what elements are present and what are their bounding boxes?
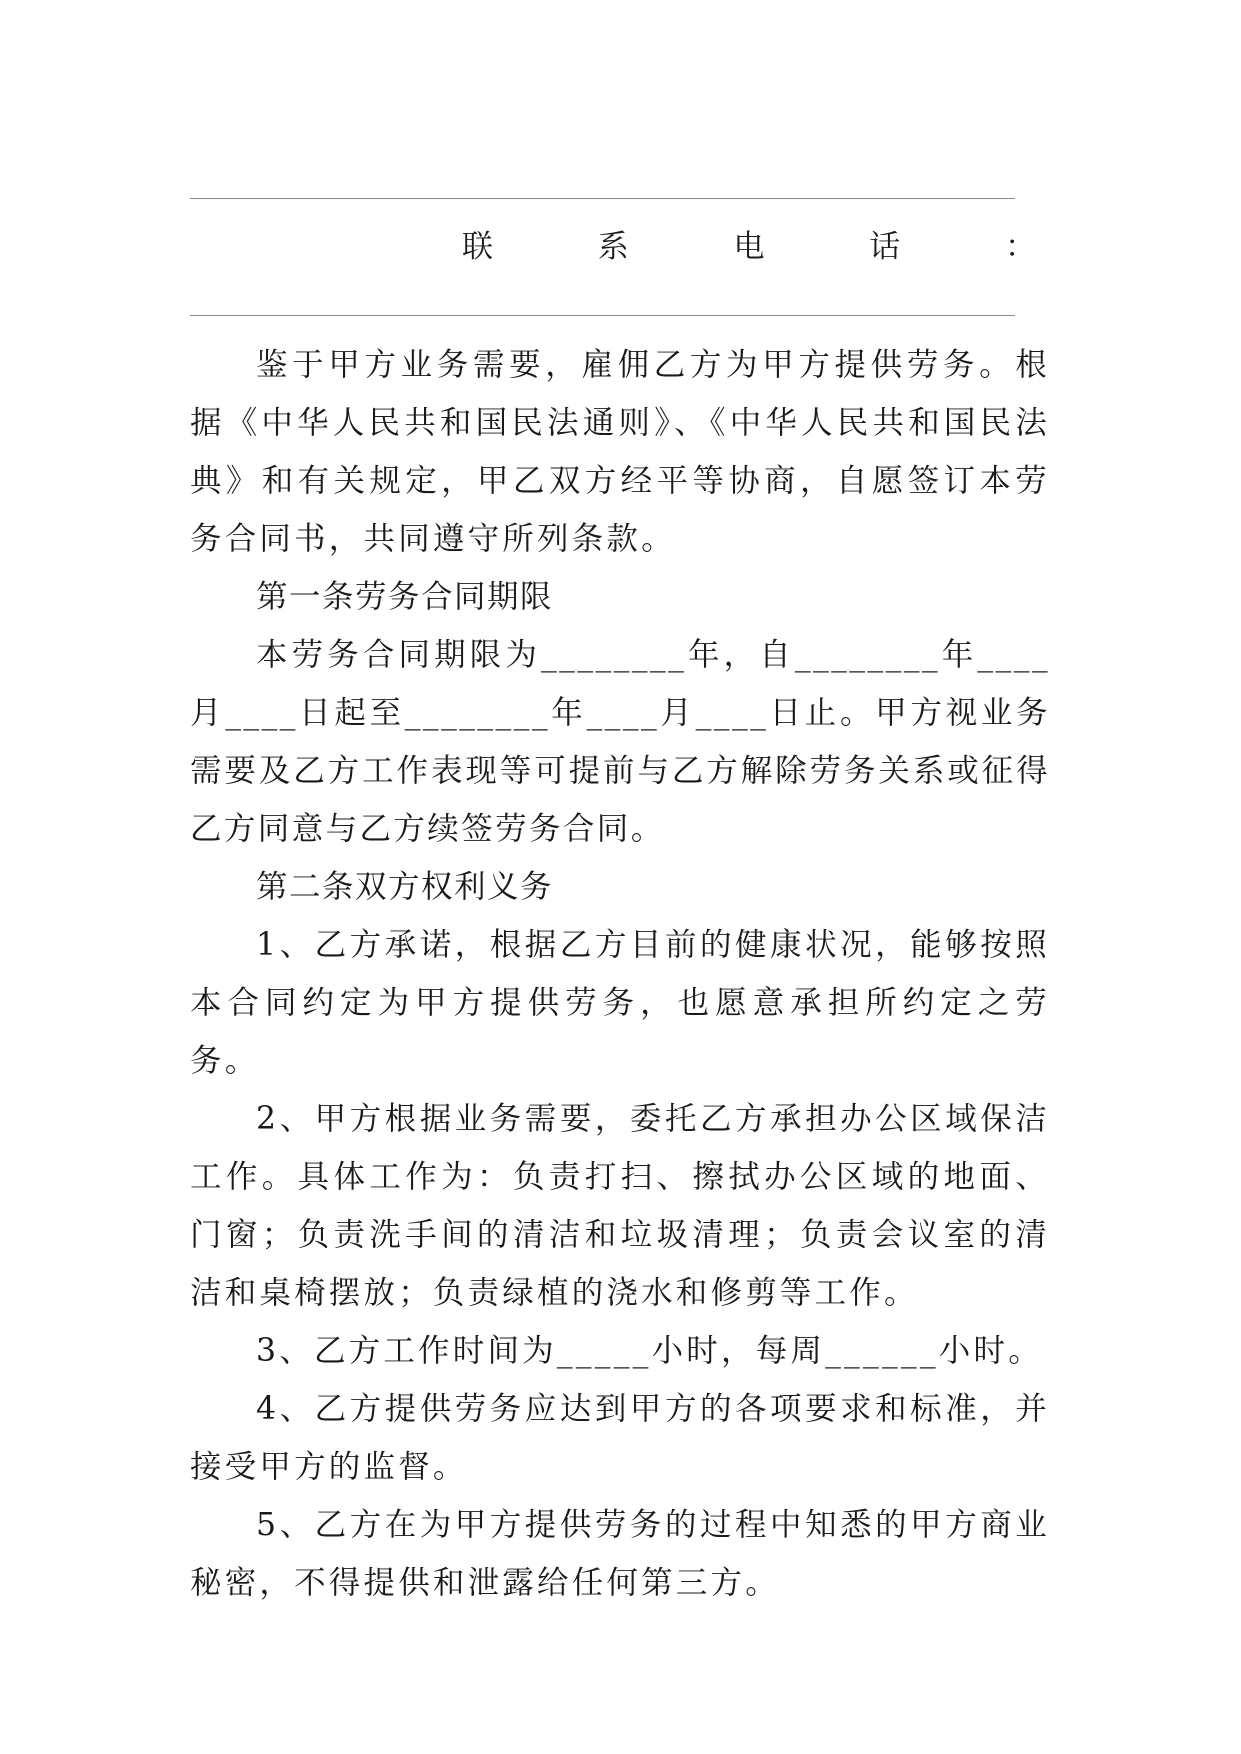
article-2-heading: 第二条双方权利义务 — [256, 869, 554, 905]
contact-char: 系 — [597, 228, 629, 265]
clause-1-paragraph: 1、乙方承诺，根据乙方目前的健康状况，能够按照本合同约定为甲方提供劳务，也愿意承担所约定之劳务。 — [190, 927, 1050, 1079]
contact-phone-label — [462, 222, 1036, 264]
contract-body — [190, 336, 1050, 1612]
clause-3-paragraph: 3、乙方工作时间为_____小时，每周______小时。 — [256, 1333, 1043, 1369]
contact-colon: ： — [1005, 228, 1036, 265]
clause-4-paragraph: 4、乙方提供劳务应达到甲方的各项要求和标准，并接受甲方的监督。 — [190, 1391, 1050, 1485]
contact-char: 话 — [869, 228, 901, 265]
article-1-heading: 第一条劳务合同期限 — [256, 579, 554, 615]
contact-char: 电 — [733, 228, 765, 265]
clause-2-paragraph: 2、甲方根据业务需要，委托乙方承担办公区域保洁工作。具体工作为：负责打扫、擦拭办公区域的地面、门窗；负责洗手间的清洁和垃圾清理；负责会议室的清洁和桌椅摆放；负责绿植的浇水和修剪等工作。 — [190, 1101, 1050, 1311]
clause-5-paragraph: 5、乙方在为甲方提供劳务的过程中知悉的甲方商业秘密，不得提供和泄露给任何第三方。 — [190, 1507, 1050, 1601]
blank-line-contact — [190, 315, 1015, 316]
blank-line-top — [190, 198, 1015, 199]
contact-char: 联 — [462, 228, 493, 265]
preamble-paragraph: 鉴于甲方业务需要，雇佣乙方为甲方提供劳务。根据《中华人民共和国民法通则》、《中华人民共和国民法典》和有关规定，甲乙双方经平等协商，自愿签订本劳务合同书，共同遵守所列条款。 — [190, 347, 1050, 557]
article-1-paragraph: 本劳务合同期限为________年，自________年____月____日起至________年____月____日止。甲方视业务需要及乙方工作表现等可提前与乙方解除劳务关系或征得乙方同意与乙方续签劳务合同。 — [190, 637, 1050, 847]
